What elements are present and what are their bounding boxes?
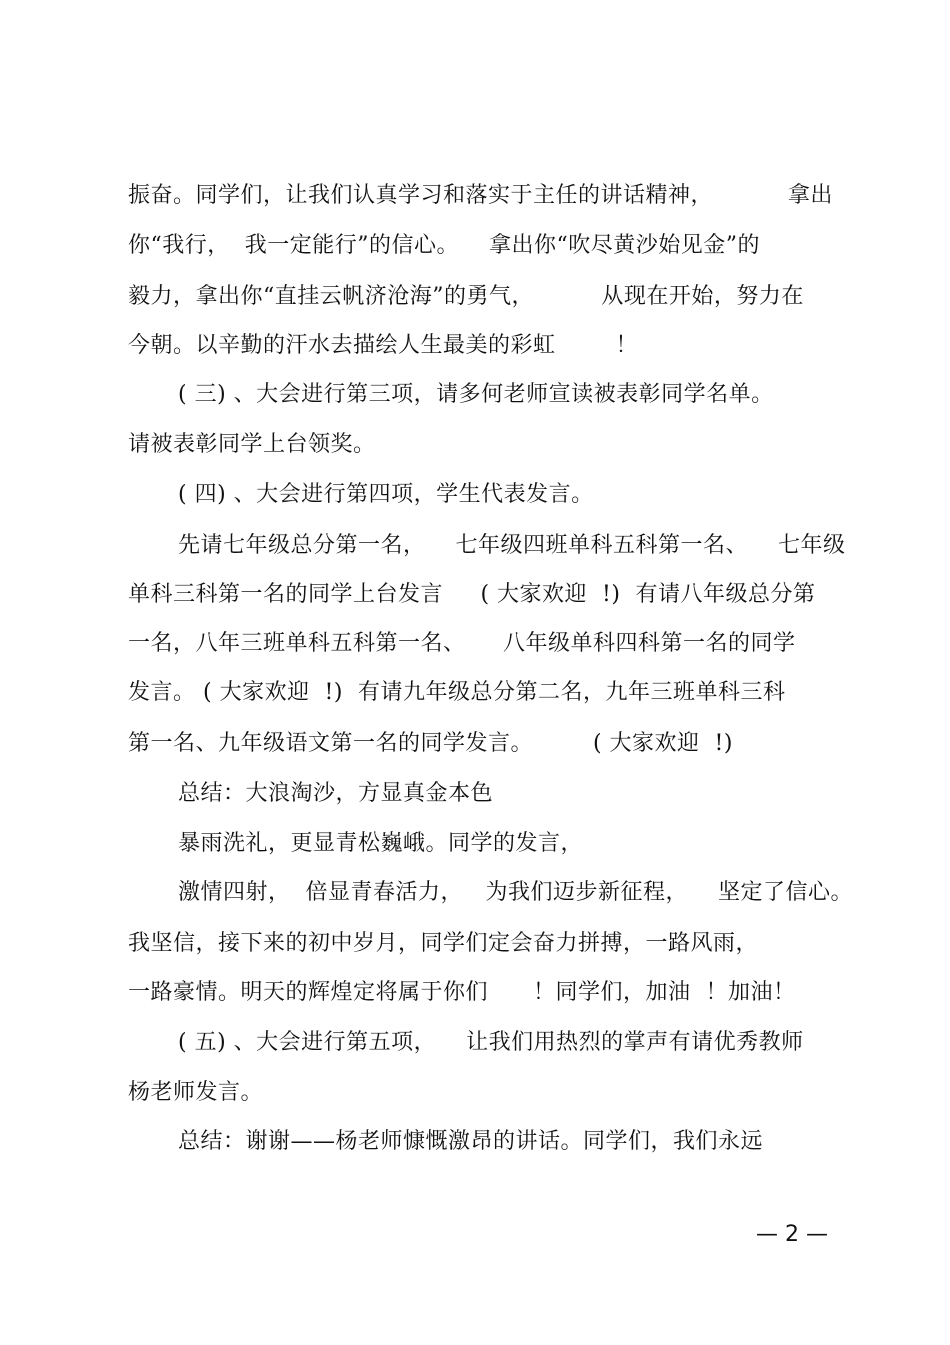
body-line: 杨老师发言。 [128,1080,264,1105]
body-line: 今朝。以辛勤的汗水去描绘人生最美的彩虹 ！ [128,333,638,358]
body-line: 发言。 ( 大家欢迎 !) 有请九年级总分第二名，九年三班单科三科 [128,680,786,705]
body-line: 激情四射， 倍显青春活力， 为我们迈步新征程， 坚定了信心。 [178,880,853,905]
section-heading-4: ( 四) 、大会进行第四项，学生代表发言。 [178,482,594,507]
body-line: 我坚信，接下来的初中岁月，同学们定会奋力拼搏，一路风雨， [128,931,759,956]
page-number: — 2 — [756,1222,828,1247]
body-line: 单科三科第一名的同学上台发言 ( 大家欢迎 !) 有请八年级总分第 [128,582,816,607]
body-line: 振奋。同学们，让我们认真学习和落实于主任的讲话精神， 拿出 [128,183,833,208]
section-heading-3: ( 三) 、大会进行第三项，请多何老师宣读被表彰同学名单。 [178,382,774,407]
body-line: 先请七年级总分第一名， 七年级四班单科五科第一名、 七年级 [178,533,846,558]
body-line: 暴雨洗礼，更显青松巍峨。同学的发言， [178,831,584,856]
summary-line: 总结：谢谢——杨老师慷慨激昂的讲话。同学们，我们永远 [178,1129,764,1154]
body-line: 毅力，拿出你“直挂云帆济沧海”的勇气， 从现在开始，努力在 [128,284,804,309]
body-line: 一名，八年三班单科五科第一名、 八年级单科四科第一名的同学 [128,631,796,656]
section-heading-5: ( 五) 、大会进行第五项， 让我们用热烈的掌声有请优秀教师 [178,1030,804,1055]
body-line: 你“我行， 我一定能行”的信心。 拿出你“吹尽黄沙始见金”的 [128,233,760,258]
body-line: 请被表彰同学上台领奖。 [128,432,376,457]
body-line: 第一名、九年级语文第一名的同学发言。 ( 大家欢迎 !) [128,731,733,756]
body-line: 一路豪情。明天的辉煌定将属于你们 ！同学们，加油 ！加油！ [128,980,796,1005]
summary-line: 总结：大浪淘沙，方显真金本色 [178,781,494,806]
